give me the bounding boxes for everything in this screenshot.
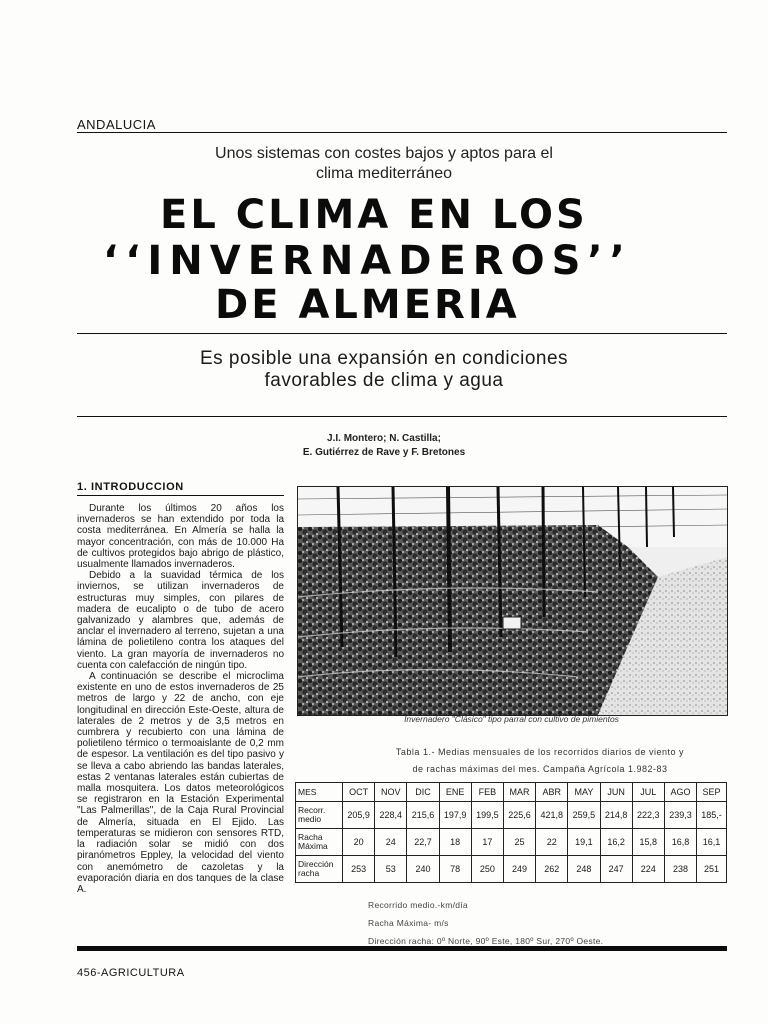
table-cell: 18 — [439, 829, 471, 856]
table-cell: 22 — [536, 829, 568, 856]
month-header: JUL — [632, 783, 664, 802]
intro-body — [77, 503, 284, 895]
legend-line: Dirección racha: 0º Norte, 90º Este, 180º Sur, 270º Oeste. — [368, 936, 604, 946]
table-cell: 25 — [503, 829, 535, 856]
month-header: ABR — [536, 783, 568, 802]
table-cell: 17 — [471, 829, 503, 856]
month-header: OCT — [343, 783, 375, 802]
month-header: AGO — [664, 783, 696, 802]
table-cell: 215,6 — [407, 802, 439, 829]
table-caption-line: Tabla 1.- Medias mensuales de los recorridos diarios de viento y — [395, 747, 685, 757]
author-line: E. Gutiérrez de Rave y F. Bretones — [302, 447, 466, 458]
table-cell: 421,8 — [536, 802, 568, 829]
table-cell: 20 — [343, 829, 375, 856]
table-cell: 197,9 — [439, 802, 471, 829]
section-label: ANDALUCIA — [77, 117, 156, 132]
table-cell: 24 — [375, 829, 407, 856]
kicker — [0, 144, 768, 184]
kicker-line: Unos sistemas con costes bajos y aptos para el — [215, 145, 553, 162]
table-header-row — [296, 783, 727, 802]
table-cell: 228,4 — [375, 802, 407, 829]
table-header-cell: MES — [296, 783, 343, 802]
headline-line-3: DE ALMERIA — [215, 282, 520, 328]
author-line: J.I. Montero; N. Castilla; — [327, 433, 441, 444]
top-rule — [77, 132, 727, 133]
month-header: DIC — [407, 783, 439, 802]
table-cell: 16,1 — [697, 829, 727, 856]
month-header: FEB — [471, 783, 503, 802]
intro-paragraph: Durante los últimos 20 años los invernaderos se han extendido por toda la costa mediterránea. En Almería se halla la mayor concentración, con más de 10.000 Ha de cultivos protegidos bajo abrigo de plástico, usualmente llamados invernaderos. — [77, 503, 284, 571]
month-header: MAR — [503, 783, 535, 802]
table-cell: 214,8 — [600, 802, 632, 829]
table-cell: 253 — [343, 856, 375, 883]
authors — [0, 432, 768, 460]
table-row — [296, 802, 727, 829]
table-cell: 199,5 — [471, 802, 503, 829]
intro-rule — [77, 495, 284, 496]
intro-paragraph: A continuación se describe el microclima existente en uno de estos invernaderos de 25 metros de largo y 22 de ancho, con eje longitudinal en dirección Este-Oeste, altura de laterales de 2 metros y de 3,5 metros en cumbrera y recubierto con una lámina de polietileno térmico o termoaislante de 0,2 mm de espesor. La ventilación es del tipo pasivo y se lleva a cabo abriendo las bandas laterales, estas 2 ventanas laterales están cubiertas de malla mosquitera. Los datos meteorológicos se registraron en la Estación Experimental "Las Palmerillas", de la Caja Rural Provincial de Almería, situada en El Ejido. Las temperaturas se midieron con sensores RTD, la radiación solar se midió con dos piranómetros Eppley, la velocidad del viento con anemómetro de cazoletas y la evaporación diaria en dos tanques de la clase A. — [77, 671, 284, 895]
deck-rule — [77, 416, 727, 417]
table-cell: 259,5 — [568, 802, 600, 829]
table-row — [296, 856, 727, 883]
greenhouse-illustration — [298, 487, 727, 715]
deck-line: favorables de clima y agua — [264, 370, 504, 391]
deck-line: Es posible una expansión en condiciones — [199, 348, 569, 369]
table-cell: 16,2 — [600, 829, 632, 856]
table-cell: 222,3 — [632, 802, 664, 829]
legend-line: Racha Máxima- m/s — [368, 918, 449, 928]
photo-caption: Invernadero "Clásico" tipo parral con cultivo de pimientos — [404, 714, 619, 724]
table-cell: 262 — [536, 856, 568, 883]
page-folio: 456-AGRICULTURA — [77, 967, 185, 979]
table-cell: 78 — [439, 856, 471, 883]
table-cell: 225,6 — [503, 802, 535, 829]
month-header: SEP — [697, 783, 727, 802]
greenhouse-photo — [297, 486, 728, 716]
headline-line-1: EL CLIMA EN LOS — [160, 192, 588, 238]
table-row — [296, 829, 727, 856]
table-cell: 247 — [600, 856, 632, 883]
table-cell: 19,1 — [568, 829, 600, 856]
legend-line: Recorrido medio.-km/día — [368, 900, 468, 910]
month-header: NOV — [375, 783, 407, 802]
kicker-line: clima mediterráneo — [315, 165, 453, 182]
table-cell: 185,- — [697, 802, 727, 829]
table-caption — [360, 744, 720, 778]
table-cell: 238 — [664, 856, 696, 883]
intro-heading: 1. INTRODUCCION — [77, 481, 184, 493]
table-cell: 240 — [407, 856, 439, 883]
month-header: JUN — [600, 783, 632, 802]
headline-line-2: ‘‘INVERNADEROS’’ — [103, 238, 632, 284]
table-cell: 250 — [471, 856, 503, 883]
table-cell: 53 — [375, 856, 407, 883]
deck — [0, 348, 768, 392]
table-caption-line: de rachas máximas del mes. Campaña Agrícola 1.982-83 — [412, 764, 668, 774]
row-label: Dirección racha — [296, 856, 343, 883]
row-label: Racha Máxima — [296, 829, 343, 856]
table-cell: 22,7 — [407, 829, 439, 856]
table-cell: 15,8 — [632, 829, 664, 856]
table-cell: 248 — [568, 856, 600, 883]
month-header: ENE — [439, 783, 471, 802]
table-cell: 205,9 — [343, 802, 375, 829]
row-label: Recorr. medio — [296, 802, 343, 829]
table-cell: 16,8 — [664, 829, 696, 856]
footer-rule — [77, 946, 727, 951]
headline-rule — [77, 333, 727, 334]
table-cell: 239,3 — [664, 802, 696, 829]
table-legend — [368, 896, 603, 950]
intro-paragraph: Debido a la suavidad térmica de los inviernos, se utilizan invernaderos de estructuras muy simples, con pilares de madera de eucalipto o de tubo de acero galvanizado y alambres que, además de anclar el invernadero al terreno, sujetan a una lámina de polietileno contra los ataques del viento. La gran mayoría de invernaderos no cuenta con calefacción de ningún tipo. — [77, 570, 284, 671]
table-cell: 249 — [503, 856, 535, 883]
table-cell: 224 — [632, 856, 664, 883]
wind-table — [295, 782, 727, 883]
table-cell: 251 — [697, 856, 727, 883]
month-header: MAY — [568, 783, 600, 802]
